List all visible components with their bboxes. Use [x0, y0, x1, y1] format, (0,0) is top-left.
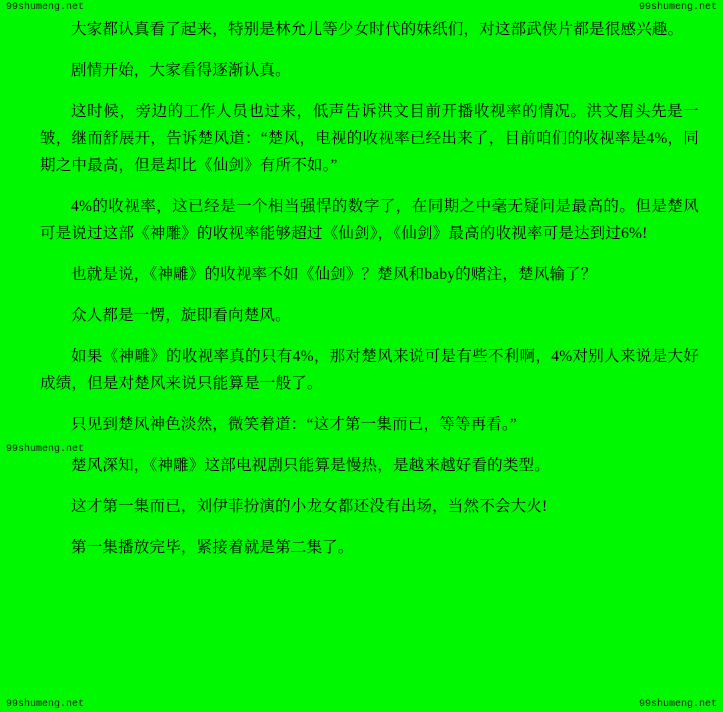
paragraph: 4%的收视率，这已经是一个相当强悍的数字了，在同期之中毫无疑问是最高的。但是楚风可是说过这部《神雕》的收视率能够超过《仙剑》，《仙剑》最高的收视率可是达到过6%!: [40, 198, 699, 242]
paragraph: 大家都认真看了起来，特别是林允儿等少女时代的妹纸们，对这部武侠片都是很感兴趣。: [71, 21, 684, 38]
watermark-top-left: 99shumeng.net: [6, 2, 85, 13]
paragraph: 第一集播放完毕，紧接着就是第二集了。: [71, 539, 354, 556]
watermark-top-right: 99shumeng.net: [638, 2, 717, 13]
paragraph: 也就是说，《神雕》的收视率不如《仙剑》？楚风和baby的赌注，楚风输了？: [71, 266, 597, 283]
paragraph: 楚风深知，《神雕》这部电视剧只能算是慢热，是越来越好看的类型。: [71, 457, 550, 474]
novel-body-text: [40, 16, 699, 561]
watermark-bottom-left: 99shumeng.net: [6, 699, 85, 710]
paragraph: 如果《神雕》的收视率真的只有4%，那对楚风来说可是有些不利啊，4%对别人来说是大好成绩，但是对楚风来说只能算是一般了。: [40, 348, 699, 392]
watermark-bottom-right: 99shumeng.net: [638, 699, 717, 710]
paragraph: 剧情开始，大家看得逐渐认真。: [71, 62, 291, 79]
paragraph: 这才第一集而已，刘伊菲扮演的小龙女都还没有出场，当然不会大火!: [71, 498, 548, 515]
paragraph: 众人都是一愣，旋即看向楚风。: [71, 307, 291, 324]
watermark-mid-left: 99shumeng.net: [6, 444, 85, 455]
paragraph: 只见到楚风神色淡然，微笑着道：“这才第一集而已，等等再看。”: [71, 416, 518, 433]
paragraph: 这时候，旁边的工作人员也过来，低声告诉洪文目前开播收视率的情况。洪文眉头先是一皱，继而舒展开，告诉楚风道：“楚风，电视的收视率已经出来了，目前咱们的收视率是4%，同期之中最高，但是却比《仙剑》有所不如。”: [40, 103, 699, 174]
